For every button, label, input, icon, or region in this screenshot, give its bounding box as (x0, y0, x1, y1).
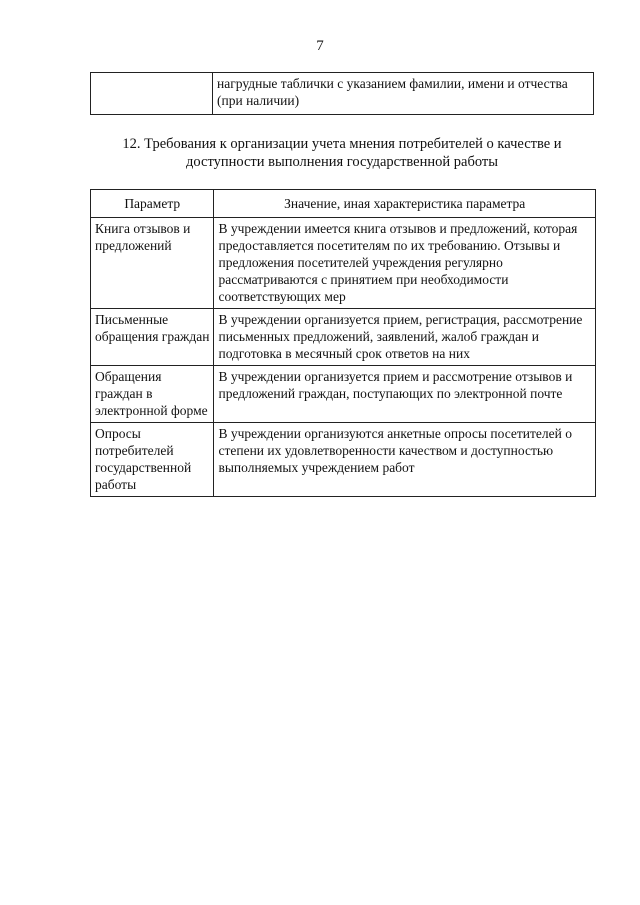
table-row (91, 218, 596, 309)
row-value: В учреждении имеется книга отзывов и предложений, которая предоставляется посетителям по их требованию. Отзывы и предложения посетителей учреждения регулярно рассматриваются с принятием при необходимости соответствующих мер (214, 218, 596, 309)
page-number: 7 (316, 38, 324, 54)
continuation-value-cell: нагрудные таблички с указанием фамилии, имени и отчества (при наличии) (213, 73, 594, 115)
table-row (91, 73, 594, 115)
section-heading: 12. Требования к организации учета мнения потребителей о качестве и доступности выполнения государственной работы (122, 136, 562, 170)
table-row (91, 366, 596, 423)
consumer-opinion-table (90, 189, 596, 497)
table-header-row (91, 190, 596, 218)
row-value: В учреждении организуются анкетные опросы посетителей о степени их удовлетворенности качеством и доступностью выполняемых учреждением работ (214, 423, 596, 497)
row-value: В учреждении организуется прием, регистрация, рассмотрение письменных предложений, заявлений, жалоб граждан и подготовка в месячный срок ответов на них (214, 309, 596, 366)
header-value: Значение, иная характеристика параметра (214, 190, 596, 218)
row-param: Письменные обращения граждан (91, 309, 214, 366)
row-value: В учреждении организуется прием и рассмотрение отзывов и предложений граждан, поступающих по электронной почте (214, 366, 596, 423)
continuation-param-cell (91, 73, 213, 115)
continuation-table (90, 72, 594, 115)
row-param: Обращения граждан в электронной форме (91, 366, 214, 423)
row-param: Книга отзывов и предложений (91, 218, 214, 309)
header-param: Параметр (91, 190, 214, 218)
row-param: Опросы потребителей государственной работы (91, 423, 214, 497)
table-row (91, 309, 596, 366)
table-row (91, 423, 596, 497)
